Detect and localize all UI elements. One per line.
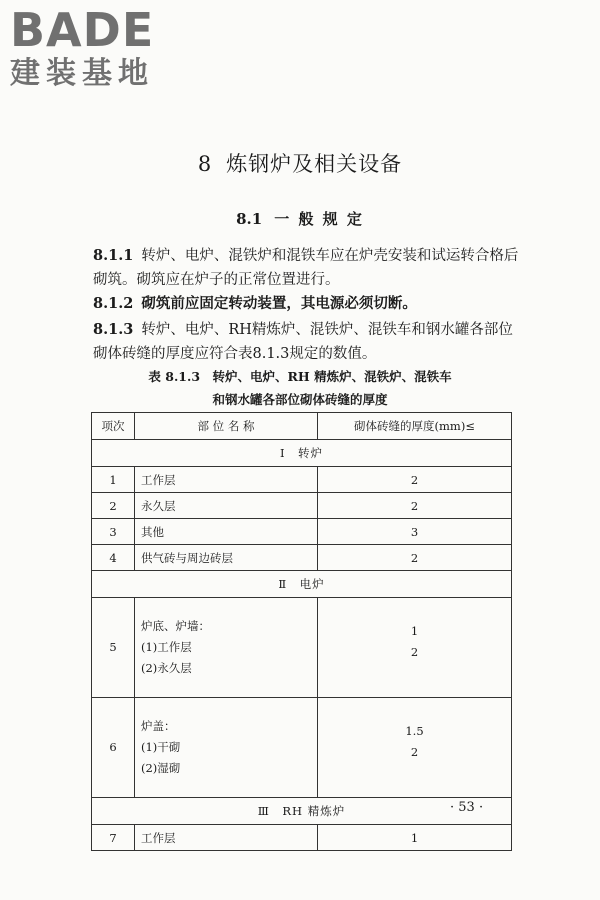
clause-8-1-3 [93, 318, 523, 366]
table-row [92, 598, 512, 698]
thickness-value: 2 [318, 545, 512, 571]
thickness-values [318, 698, 512, 798]
item-no: 3 [92, 519, 135, 545]
part-name: 永久层 [135, 493, 318, 519]
header-thickness: 砌体砖缝的厚度(mm)≤ [318, 413, 512, 440]
part-name: 其他 [135, 519, 318, 545]
header-part-name: 部 位 名 称 [135, 413, 318, 440]
table-section-row [92, 571, 512, 598]
chapter-number: 8 [197, 152, 213, 176]
table-row [92, 545, 512, 571]
part-subname: (1)干砌 [141, 740, 181, 754]
item-no: 1 [92, 467, 135, 493]
clause-text: 转炉、电炉、混铁炉和混铁车应在炉壳安装和试运转合格后砌筑。砌筑应在炉子的正常位置进行。 [93, 248, 519, 288]
table-header-row [92, 413, 512, 440]
part-name: 供气砖与周边砖层 [135, 545, 318, 571]
clause-text: 转炉、电炉、RH精炼炉、混铁炉、混铁车和钢水罐各部位砌体砖缝的厚度应符合表8.1.3规定的数值。 [93, 322, 513, 362]
section-title: 一 般 规 定 [274, 210, 364, 228]
part-name: 炉底、炉墙： [141, 619, 210, 633]
table-caption-continued: 和钢水罐各部位砌体砖缝的厚度 [212, 392, 388, 407]
section-heading [0, 208, 600, 229]
header-item-no: 项次 [92, 413, 135, 440]
item-no: 5 [92, 598, 135, 698]
table-section-row [92, 798, 512, 825]
clause-8-1-1 [93, 244, 523, 292]
table-row [92, 825, 512, 851]
section-title-converter: Ⅰ 转炉 [92, 440, 512, 467]
clause-number: 8.1.2 [93, 295, 134, 312]
part-subname: (2)湿砌 [141, 761, 181, 775]
thickness-value: 1 [410, 624, 419, 638]
joint-thickness-table [91, 412, 512, 851]
item-no: 7 [92, 825, 135, 851]
thickness-value: 2 [318, 493, 512, 519]
thickness-value: 2 [410, 645, 419, 659]
table-row [92, 493, 512, 519]
section-title-electric-furnace: Ⅱ 电炉 [92, 571, 512, 598]
page-number: · 53 · [450, 800, 484, 815]
logo-subtitle: 建装基地 [10, 56, 154, 91]
part-name: 工作层 [135, 825, 318, 851]
section-title-rh-refining: Ⅲ RH 精炼炉 [92, 798, 512, 825]
table-section-row [92, 440, 512, 467]
table-row [92, 698, 512, 798]
table-row [92, 467, 512, 493]
clause-number: 8.1.1 [93, 247, 134, 264]
table-row [92, 519, 512, 545]
clause-text: 砌筑前应固定转动装置，其电源必须切断。 [141, 295, 417, 312]
section-number: 8.1 [236, 210, 263, 228]
chapter-heading [0, 148, 600, 178]
clause-number: 8.1.3 [93, 321, 134, 338]
part-subname: (2)永久层 [141, 661, 192, 675]
part-name-group [135, 698, 318, 798]
table-caption: 表 8.1.3 转炉、电炉、RH 精炼炉、混铁炉、混铁车 [148, 369, 452, 384]
thickness-values [318, 598, 512, 698]
part-subname: (1)工作层 [141, 640, 192, 654]
part-name: 炉盖： [141, 719, 176, 733]
part-name: 工作层 [135, 467, 318, 493]
thickness-value: 3 [318, 519, 512, 545]
publisher-logo [10, 3, 180, 92]
item-no: 2 [92, 493, 135, 519]
logo-wordmark: BADE [10, 3, 155, 57]
clause-8-1-2 [93, 292, 523, 316]
thickness-value: 2 [318, 467, 512, 493]
item-no: 4 [92, 545, 135, 571]
thickness-value: 2 [410, 745, 419, 759]
part-name-group [135, 598, 318, 698]
thickness-value: 1 [318, 825, 512, 851]
thickness-value: 1.5 [405, 724, 424, 738]
item-no: 6 [92, 698, 135, 798]
chapter-title: 炼钢炉及相关设备 [226, 152, 403, 176]
